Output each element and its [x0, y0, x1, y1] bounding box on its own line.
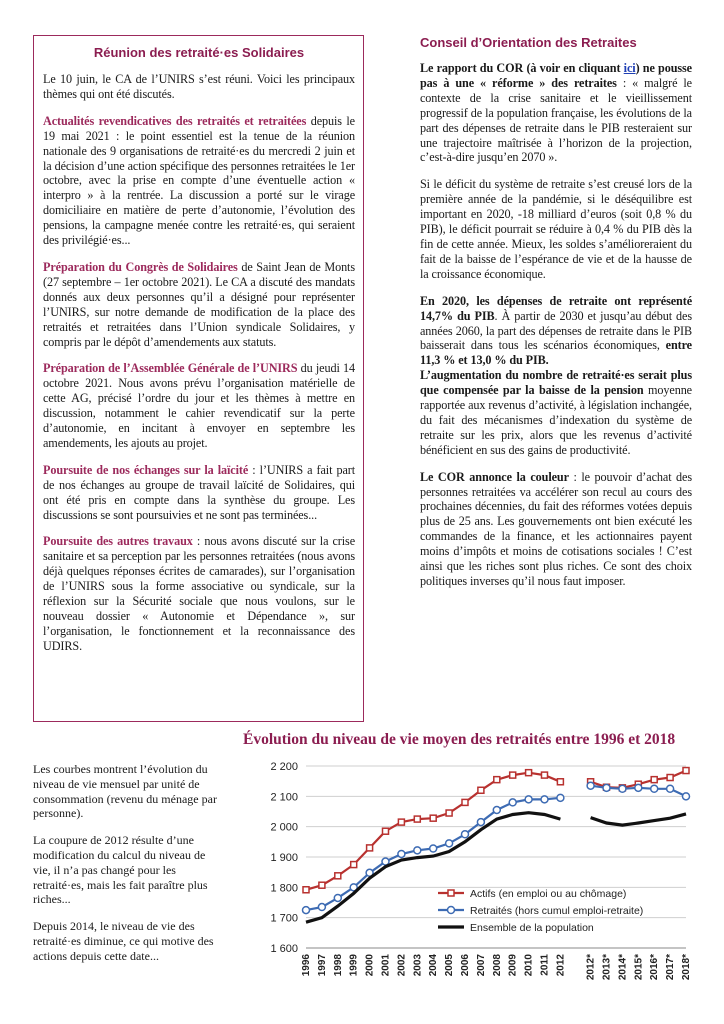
x-tick-label: 2012*	[585, 954, 597, 981]
section-text: : nous avons discuté sur la crise sanitaire et sa perception par les personnes retraitées (nous avons déjà quelques réponses écrites de camarades), sur l’organisation de l’UNIRS sous la forme associative ou syndicale, sur la réflexion sur la Sécurité sociale que nous voulons, sur le nouveau dossier « Autonomie et Dépendance », sur l’organisation, le fonctionnement et la reconnaissance des UDIRS.	[43, 534, 356, 653]
data-point	[351, 862, 357, 868]
x-tick-label: 2010	[523, 954, 535, 977]
y-tick-label: 1 700	[270, 912, 298, 925]
data-point	[303, 907, 310, 914]
chart-container	[250, 754, 700, 1016]
x-tick-label: 2002	[396, 954, 408, 977]
section-heading: Préparation de l’Assemblée Générale de l’UNIRS	[43, 361, 298, 376]
data-point	[430, 815, 436, 821]
chart-title: Évolution du niveau de vie moyen des retraités entre 1996 et 2018	[243, 731, 676, 748]
cor-title: Conseil d’Orientation des Retraites	[420, 35, 637, 50]
cor-paragraph-3	[420, 294, 692, 458]
x-tick-label: 2018*	[681, 954, 692, 981]
data-point	[318, 904, 325, 911]
chart-note: Depuis 2014, le niveau de vie des retraité·es diminue, ce qui motive des actions depuis cette date...	[33, 919, 214, 963]
cor-paragraph-1	[420, 61, 692, 165]
x-tick-label: 1999	[348, 954, 360, 977]
legend-marker	[448, 890, 454, 896]
section-heading: Préparation du Congrès de Solidaires	[43, 259, 238, 274]
data-point	[494, 777, 500, 783]
section-text: : l’UNIRS a fait part de nos échanges au groupe de travail laïcité de Solidaires, qui ont été pris en compte dans la synthèse du groupe. Les discussions se sont poursuivies et ne sont pas terminées...	[43, 462, 356, 522]
x-tick-label: 2005	[444, 954, 456, 977]
cor-p3-text: . À partir de 2030 et jusqu’au début des années 2060, la part des dépenses de retraite dans le PIB baisserait dans tous les scénarios économiques,	[420, 308, 692, 353]
data-point	[651, 777, 657, 783]
cor-p5-text: : le pouvoir d’achat des personnes retraitées va accélérer son recul au cours des prochaines décennies, du fait des réformes votées depuis plus de 25 ans. Les gouvernements ont bien exécuté les commandes de la finance, et les actionnaires payent moins d’impôts et moins de cotisations sociales ! C’est ainsi que les riches sont plus riches. Ce sont des choix politiques inverses qu’il nous faut imposer.	[420, 469, 693, 588]
data-point	[667, 775, 673, 781]
x-tick-label: 2003	[412, 954, 424, 977]
data-point	[461, 831, 468, 838]
data-point	[557, 794, 564, 801]
x-tick-label: 2013*	[601, 954, 613, 981]
data-point	[414, 847, 421, 854]
data-point	[541, 772, 547, 778]
x-tick-label: 2001	[380, 954, 392, 977]
x-tick-label: 2016*	[649, 954, 661, 981]
data-point	[303, 887, 309, 893]
reunion-title: Réunion des retraité·es Solidaires	[93, 45, 305, 60]
section-autres-travaux	[43, 534, 355, 653]
data-point	[430, 845, 437, 852]
chart-notes	[33, 762, 223, 976]
legend-marker	[448, 907, 455, 914]
data-point	[510, 772, 516, 778]
x-tick-label: 2007	[475, 954, 487, 977]
section-heading: Poursuite des autres travaux	[43, 534, 193, 549]
y-tick-label: 1 800	[270, 882, 298, 895]
x-tick-label: 2012	[555, 954, 567, 977]
cor-column	[420, 35, 692, 601]
data-point	[557, 779, 563, 785]
x-tick-label: 1997	[316, 954, 328, 977]
data-point	[526, 770, 532, 776]
chart-note: La coupure de 2012 résulte d’une modification du calcul du niveau de vie, il n’a pas changé pour les retraité·es, mais les fait paraître plus riches...	[33, 833, 208, 907]
x-tick-label: 2000	[364, 954, 376, 977]
data-point	[635, 784, 642, 791]
data-point	[683, 768, 689, 774]
x-tick-label: 2006	[459, 954, 471, 977]
x-tick-label: 2015*	[633, 954, 645, 981]
data-point	[541, 796, 548, 803]
data-point	[446, 840, 453, 847]
line-chart	[250, 754, 700, 1016]
cor-paragraph-5	[420, 470, 692, 589]
section-congres	[43, 260, 355, 349]
series-line	[306, 773, 560, 890]
data-point	[478, 787, 484, 793]
section-text: du jeudi 14 octobre 2021. Nous avons prévu l’organisation matérielle de cette AG, précisé l’ordre du jour et les thèmes à mettre en discussion, notamment le cahier revendicatif sur la perte d’autonomie, en incitant à envoyer en septembre les amendements, les ajouts au projet.	[43, 361, 355, 450]
reunion-box	[33, 35, 364, 722]
section-ag	[43, 361, 355, 450]
data-point	[382, 828, 388, 834]
cor-paragraph-2: Si le déficit du système de retraite s’est creusé lors de la première année de la pandémie, si le déséquilibre est important en 2020, -18 milliard d’euros (soit 0,8 % du PIB), le déficit pourrait se réduire à 0,4 % du PIB dès la fin de cette année. Mieux, les soldes s’amélioreraient du fait de la baisse de l’espérance de vie et de la hausse de la croissance économique.	[420, 177, 692, 281]
data-point	[587, 782, 594, 789]
data-point	[603, 784, 610, 791]
data-point	[414, 816, 420, 822]
y-tick-label: 1 600	[270, 943, 298, 955]
data-point	[667, 785, 674, 792]
cor-lead-a: Le rapport du COR (à voir en cliquant	[420, 61, 624, 75]
data-point	[462, 799, 468, 805]
x-tick-label: 2014*	[617, 954, 629, 981]
section-heading: Poursuite de nos échanges sur la laïcité	[43, 462, 249, 477]
chart-note: Les courbes montrent l’évolution du niveau de vie mensuel par unité de consommation (revenu du ménage par personne).	[33, 762, 217, 821]
section-heading: Actualités revendicatives des retraités et retraitées	[43, 113, 307, 128]
data-point	[398, 819, 404, 825]
data-point	[446, 810, 452, 816]
reunion-intro: Le 10 juin, le CA de l’UNIRS s’est réuni. Voici les principaux thèmes qui ont été discutés.	[43, 72, 355, 101]
data-point	[619, 785, 626, 792]
x-tick-label: 1998	[332, 954, 344, 977]
section-laicite	[43, 463, 355, 523]
cor-quote: : « malgré le contexte de la crise sanitaire et le vieillissement progressif de la population française, les évolutions de la part des dépenses de retraite dans le PIB resteraient sur une trajectoire maîtrisée à l’horizon de la projection, c’est-à-dire jusqu’en 2070 ».	[420, 75, 692, 165]
data-point	[367, 845, 373, 851]
data-point	[683, 793, 690, 800]
y-tick-label: 2 000	[270, 821, 298, 834]
cor-p4-text: moyenne rapportée aux revenus d’activité, à législation inchangée, du fait des mécanismes d’indexation du système de retraite sur les prix, alors que les revenus d’activité bénéficient en sus des gains de productivité.	[420, 383, 692, 457]
section-text: de Saint Jean de Monts (27 septembre – 1er octobre 2021). Le CA a discuté des mandats donnés aux deux personnes qu’il a désigné pour représenter l’UNIRS, sur notre demande de modification de la place des retraités et retraitées dans l’Union syndicale Solidaires, y compris par le dépôt d’amendements aux statuts.	[43, 259, 355, 349]
legend-label: Actifs (en emploi ou au chômage)	[470, 888, 627, 900]
cor-p3-bold: En 2020, les dépenses de retraite ont représenté 14,7% du PIB	[420, 293, 692, 323]
section-text: depuis le 19 mai 2021 : le point essentiel est la tenue de la réunion nationale des 9 organisations de retraité·es du mercredi 2 juin et la décision d’une action spécifique des personnes retraitées le 1er octobre, avec la prise en compte d’une éventuelle action « interpro » à la rentrée. La discussion a porté sur le virage domiciliaire en matière de perte d’autonomie, l’évolution des pensions, la campagne menée contre les retraité·es, qui seraient des privilégié·es...	[43, 113, 355, 248]
legend-label: Retraités (hors cumul emploi-retraite)	[470, 905, 644, 917]
x-tick-label: 2009	[507, 954, 519, 977]
cor-report-link[interactable]: ici	[623, 61, 636, 75]
series-line	[591, 814, 686, 825]
data-point	[477, 819, 484, 826]
data-point	[319, 882, 325, 888]
y-tick-label: 2 100	[270, 791, 298, 804]
y-tick-label: 1 900	[270, 852, 298, 864]
data-point	[509, 799, 516, 806]
data-point	[335, 873, 341, 879]
cor-p3-bold-2: entre 11,3 % et 13,0 % du PIB.	[420, 338, 692, 368]
data-point	[398, 850, 405, 857]
legend-label: Ensemble de la population	[470, 922, 594, 934]
y-tick-label: 2 200	[270, 761, 298, 773]
cor-lead-b: ) ne pousse pas à une « réforme » des retraites	[420, 61, 692, 90]
data-point	[651, 785, 658, 792]
data-point	[493, 806, 500, 813]
cor-p4-bold: L’augmentation du nombre de retraité·es serait plus que compensée par la baisse de la pension	[420, 368, 692, 398]
x-tick-label: 2008	[491, 954, 503, 977]
x-tick-label: 1996	[301, 954, 312, 977]
x-tick-label: 2011	[539, 954, 551, 976]
cor-p5-bold: Le COR annonce la couleur	[420, 469, 569, 484]
data-point	[525, 796, 532, 803]
section-actualites	[43, 114, 355, 248]
x-tick-label: 2004	[428, 954, 440, 977]
data-point	[334, 894, 341, 901]
x-tick-label: 2017*	[665, 954, 677, 981]
